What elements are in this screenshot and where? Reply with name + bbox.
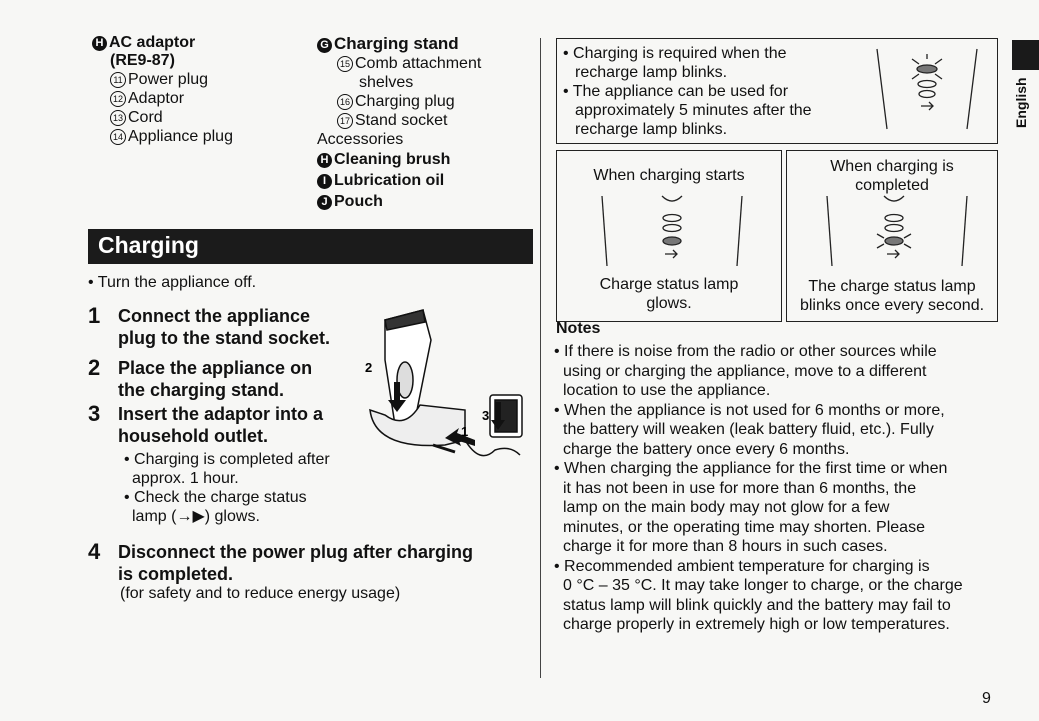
step-3-bullet-2a: • Check the charge status — [124, 489, 307, 506]
charging-completed-box — [786, 150, 998, 322]
part-number-badge: 11 — [110, 72, 126, 88]
charging-starts-title: When charging starts — [593, 167, 745, 184]
column-divider — [540, 38, 541, 678]
step-3-number: 3 — [88, 401, 101, 426]
part-h-items — [92, 70, 322, 146]
part-label: Comb attachment — [355, 55, 482, 72]
step-1-line-2: plug to the stand socket. — [118, 328, 331, 348]
step-4-line-2: is completed. — [118, 564, 234, 584]
part-g-badge: G — [317, 38, 332, 53]
recharge-line-5: recharge lamp blinks. — [575, 121, 728, 138]
step-2-number: 2 — [88, 355, 101, 380]
part-number-badge: 16 — [337, 94, 353, 110]
part-label: Power plug — [128, 71, 209, 88]
accessory-label: Cleaning brush — [334, 151, 451, 168]
step-3-bullet-1b: approx. 1 hour. — [132, 470, 239, 487]
part-label: Cord — [128, 109, 163, 126]
accessory-label: Pouch — [334, 193, 383, 210]
part-g-items — [317, 54, 537, 130]
accessory-badge: J — [317, 195, 332, 210]
part-item — [92, 89, 322, 108]
charging-starts-box — [556, 150, 782, 322]
section-title-band — [88, 229, 533, 264]
accessories-list — [317, 149, 537, 212]
step-4-number: 4 — [88, 539, 101, 564]
part-number-badge: 13 — [110, 110, 126, 126]
charging-completed-caption-2: blinks once every second. — [799, 297, 985, 314]
notes-list — [554, 342, 994, 635]
illus-label-2: 2 — [365, 360, 373, 375]
note-line: • When the appliance is not used for 6 months or more, — [554, 401, 945, 419]
note-line: status lamp will blink quickly and the battery may fail to — [563, 596, 951, 614]
accessory-item — [317, 149, 537, 170]
step-3-line-1: Insert the adaptor into a — [118, 404, 324, 424]
charge-lamp-glow-diagram — [597, 191, 747, 271]
recharge-lamp-icon — [917, 65, 937, 73]
part-item — [92, 108, 322, 127]
step-3-bullet-1a: • Charging is completed after — [124, 451, 330, 468]
accessories-label: Accessories — [317, 131, 404, 148]
language-tab-label: English — [1013, 77, 1029, 128]
charging-illustration — [345, 300, 545, 470]
charging-starts-caption — [557, 275, 781, 313]
part-number-badge: 12 — [110, 91, 126, 107]
part-item — [317, 54, 537, 73]
note-line: charge properly in extremely high or low temperatures. — [563, 616, 950, 633]
step-3-line-2: household outlet. — [118, 426, 268, 446]
part-label: Adaptor — [128, 90, 185, 107]
recharge-line-3: • The appliance can be used for — [563, 83, 789, 100]
part-label: Stand socket — [355, 112, 448, 129]
intro-bullet: • Turn the appliance off. — [88, 274, 257, 291]
recharge-lamp-diagram — [867, 44, 987, 134]
part-item — [317, 111, 537, 130]
part-label: Appliance plug — [128, 128, 233, 145]
charging-completed-title — [787, 157, 997, 195]
charge-lamp-blink-diagram — [822, 191, 972, 271]
charging-completed-caption — [787, 277, 997, 315]
language-tab-bar — [1012, 40, 1039, 70]
step-3-bullet-2b: lamp (→▶) glows. — [132, 508, 260, 525]
part-item — [92, 127, 322, 146]
part-label: Charging plug — [355, 93, 455, 110]
note-line: • Recommended ambient temperature for charging is — [554, 557, 930, 575]
part-h-heading: H AC adaptor — [92, 34, 322, 52]
blink-lamp-icon — [885, 237, 903, 245]
step-4-note: (for safety and to reduce energy usage) — [120, 585, 401, 602]
part-h-model: (RE9-87) — [110, 52, 175, 69]
recharge-line-4: approximately 5 minutes after the — [575, 102, 812, 119]
accessory-badge: H — [317, 153, 332, 168]
part-item — [317, 92, 537, 111]
note-line: using or charging the appliance, move to a different — [563, 362, 927, 380]
step-3-bullets — [124, 450, 374, 526]
recharge-line-2: recharge lamp blinks. — [575, 64, 728, 81]
part-item — [92, 70, 322, 89]
note-line: • If there is noise from the radio or other sources while — [554, 343, 937, 360]
page-number: 9 — [982, 690, 991, 707]
charging-starts-caption-2: glows. — [646, 295, 692, 312]
illus-label-3: 3 — [482, 408, 490, 423]
part-number-badge: 17 — [337, 113, 353, 129]
part-number-badge: 14 — [110, 129, 126, 145]
accessory-badge: I — [317, 174, 332, 189]
step-2-line-2: the charging stand. — [118, 380, 285, 400]
step-2-line-1: Place the appliance on — [118, 358, 313, 378]
note-line: • When charging the appliance for the first time or when — [554, 460, 948, 477]
part-g-heading: G Charging stand — [317, 34, 537, 54]
step-1-line-1: Connect the appliance — [118, 306, 311, 326]
accessory-item — [317, 191, 537, 212]
part-label: shelves — [359, 74, 414, 91]
parts-list-right — [317, 34, 537, 212]
note-line: minutes, or the operating time may shorten. Please — [563, 518, 925, 536]
note-line: location to use the appliance. — [563, 382, 771, 399]
section-title: Charging — [98, 232, 199, 258]
illus-label-1: 1 — [461, 424, 469, 439]
recharge-line-1: • Charging is required when the — [563, 45, 787, 62]
part-item — [317, 73, 537, 92]
step-1-number: 1 — [88, 303, 101, 328]
note-line: lamp on the main body may not glow for a few — [563, 499, 890, 516]
charging-completed-title-1: When charging is — [830, 158, 954, 175]
recharge-text — [563, 44, 863, 139]
note-line: 0 °C – 35 °C. It may take longer to charge, or the charge — [563, 577, 963, 594]
charge-lamp-icon — [663, 237, 681, 245]
charging-completed-caption-1: The charge status lamp — [808, 278, 976, 295]
recharge-box — [556, 38, 998, 144]
accessory-label: Lubrication oil — [334, 172, 445, 189]
charging-starts-caption-1: Charge status lamp — [599, 276, 739, 293]
parts-list-left — [92, 34, 322, 146]
part-number-badge: 15 — [337, 56, 353, 72]
note-line: the battery will weaken (leak battery fluid, etc.). Fully — [563, 421, 934, 438]
note-line: charge it for more than 8 hours in such cases. — [563, 538, 888, 555]
charging-completed-title-2: completed — [855, 177, 929, 194]
note-line: it has not been in use for more than 6 months, the — [563, 479, 917, 497]
note-line: charge the battery once every 6 months. — [563, 440, 850, 458]
part-h-badge: H — [92, 36, 107, 51]
accessory-item — [317, 170, 537, 191]
notes-title: Notes — [556, 320, 601, 337]
step-4-line-1: Disconnect the power plug after charging — [118, 542, 474, 562]
